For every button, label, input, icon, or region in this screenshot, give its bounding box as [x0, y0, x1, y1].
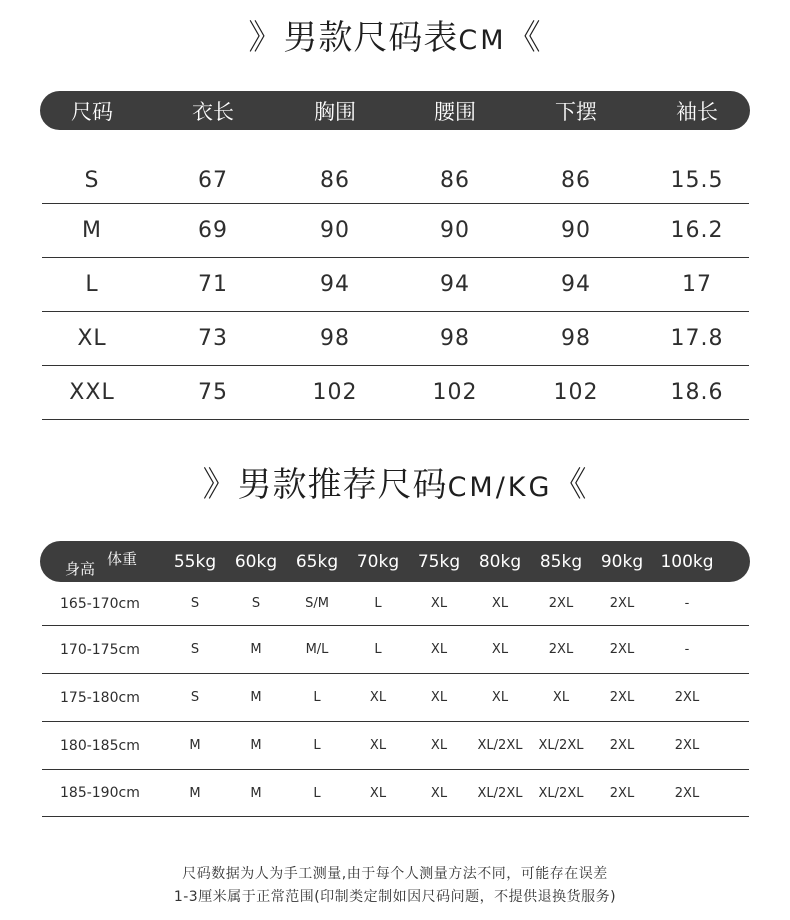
height-range-cell: 165-170cm	[60, 595, 140, 612]
recommended-size-cell: L	[313, 785, 321, 801]
title-close-mark: 《	[506, 18, 542, 58]
size-chart-title	[0, 10, 790, 59]
recommended-size-cell: 2XL	[609, 642, 635, 657]
recommended-size-cell: XL	[430, 785, 448, 801]
recommended-size-cell: XL/2XL	[538, 785, 584, 801]
recommended-size-cell: XL	[430, 596, 448, 611]
size-value-cell: 98	[561, 325, 591, 351]
recommended-size-cell: XL	[369, 738, 387, 753]
weight-axis-label: 体重	[107, 550, 138, 568]
recommend-chart-title	[0, 457, 790, 506]
size-value-cell: 102	[432, 379, 478, 405]
weight-header-cell: 75kg	[417, 551, 461, 572]
recommend-row	[42, 770, 749, 817]
recommended-size-cell: M	[250, 738, 262, 753]
recommended-size-cell: 2XL	[609, 785, 635, 801]
recommend-chart-header	[40, 541, 750, 582]
recommended-size-cell: S	[190, 596, 200, 611]
recommended-size-cell: XL	[369, 785, 387, 801]
size-value-cell: 16.2	[670, 217, 724, 243]
title-text: 男款推荐尺码	[237, 465, 448, 505]
weight-header-cell: 65kg	[295, 551, 339, 572]
size-header-cell: 衣长	[192, 99, 234, 124]
size-row	[42, 157, 749, 204]
size-row	[42, 203, 749, 258]
size-value-cell: 94	[561, 271, 591, 297]
recommended-size-cell: 2XL	[674, 738, 700, 753]
size-row	[42, 311, 749, 366]
height-range-cell: 170-175cm	[60, 641, 140, 658]
recommended-size-cell: L	[313, 690, 321, 705]
size-label-cell: M	[82, 217, 102, 243]
weight-header-cell: 100kg	[660, 551, 714, 572]
height-range-cell: 180-185cm	[60, 737, 140, 754]
size-row	[42, 365, 749, 420]
recommended-size-cell: M	[250, 690, 262, 705]
recommended-size-cell: M	[189, 738, 201, 753]
title-unit: CM/KG	[447, 472, 553, 503]
recommended-size-cell: XL	[430, 738, 448, 753]
recommended-size-cell: XL	[491, 596, 509, 611]
size-value-cell: 17.8	[670, 325, 724, 351]
size-value-cell: 73	[198, 325, 228, 351]
recommended-size-cell: XL	[430, 690, 448, 705]
title-open-mark: 》	[248, 18, 284, 58]
recommended-size-cell: S/M	[305, 596, 329, 611]
size-label-cell: L	[85, 271, 99, 297]
title-open-mark: 》	[202, 465, 238, 505]
size-value-cell: 17	[682, 271, 712, 297]
recommended-size-cell: M/L	[305, 642, 329, 657]
recommended-size-cell: XL/2XL	[477, 785, 523, 801]
recommended-size-cell: XL	[369, 690, 387, 705]
recommend-row	[42, 722, 749, 770]
recommended-size-cell: 2XL	[548, 642, 574, 657]
recommend-row	[42, 674, 749, 722]
size-value-cell: 94	[440, 271, 470, 297]
recommended-size-cell: S	[190, 690, 200, 705]
recommended-size-cell: -	[684, 642, 690, 657]
recommended-size-cell: XL	[430, 642, 448, 657]
size-header-cell: 胸围	[314, 99, 356, 124]
size-header-cell: 袖长	[676, 99, 718, 124]
recommended-size-cell: XL	[491, 642, 509, 657]
recommended-size-cell: M	[250, 642, 262, 657]
weight-header-cell: 90kg	[600, 551, 644, 572]
size-header-cell: 尺码	[71, 99, 113, 124]
size-label-cell: XXL	[69, 379, 115, 405]
recommended-size-cell: XL/2XL	[538, 738, 584, 753]
recommended-size-cell: 2XL	[609, 596, 635, 611]
size-value-cell: 86	[440, 167, 470, 193]
recommended-size-cell: S	[190, 642, 200, 657]
size-value-cell: 98	[320, 325, 350, 351]
size-value-cell: 102	[553, 379, 599, 405]
size-value-cell: 15.5	[670, 167, 724, 193]
size-value-cell: 75	[198, 379, 228, 405]
height-axis-label: 身高	[65, 560, 96, 578]
recommended-size-cell: XL	[491, 690, 509, 705]
size-header-cell: 下摆	[555, 99, 597, 124]
size-value-cell: 90	[440, 217, 470, 243]
recommended-size-cell: 2XL	[609, 738, 635, 753]
size-value-cell: 102	[312, 379, 358, 405]
size-value-cell: 71	[198, 271, 228, 297]
title-close-mark: 《	[552, 465, 588, 505]
size-value-cell: 90	[320, 217, 350, 243]
weight-header-cell: 80kg	[478, 551, 522, 572]
recommended-size-cell: L	[374, 596, 382, 611]
recommend-row	[42, 582, 749, 626]
recommended-size-cell: XL	[552, 690, 570, 705]
size-label-cell: S	[84, 167, 100, 193]
title-text: 男款尺码表	[283, 18, 459, 58]
recommended-size-cell: 2XL	[674, 690, 700, 705]
size-value-cell: 69	[198, 217, 228, 243]
title-unit: CM	[458, 25, 507, 56]
corner-header-cell	[54, 541, 164, 582]
recommended-size-cell: L	[374, 642, 382, 657]
weight-header-cell: 60kg	[234, 551, 278, 572]
recommended-size-cell: M	[189, 785, 201, 801]
recommended-size-cell: 2XL	[548, 596, 574, 611]
size-value-cell: 67	[198, 167, 228, 193]
recommend-row	[42, 626, 749, 674]
size-value-cell: 94	[320, 271, 350, 297]
height-range-cell: 185-190cm	[60, 785, 140, 801]
recommended-size-cell: L	[313, 738, 321, 753]
size-value-cell: 98	[440, 325, 470, 351]
footnote-line-2: 1-3厘米属于正常范围(印制类定制如因尺码问题，不提供退换货服务)	[173, 889, 617, 905]
recommended-size-cell: XL/2XL	[477, 738, 523, 753]
size-header-cell: 腰围	[434, 99, 476, 124]
weight-header-cell: 55kg	[173, 551, 217, 572]
size-value-cell: 90	[561, 217, 591, 243]
height-range-cell: 175-180cm	[60, 689, 140, 706]
recommended-size-cell: S	[251, 596, 261, 611]
size-value-cell: 86	[320, 167, 350, 193]
size-row	[42, 257, 749, 312]
size-chart-header	[40, 91, 750, 130]
weight-header-cell: 85kg	[539, 551, 583, 572]
footnote-line-1: 尺码数据为人为手工测量,由于每个人测量方法不同，可能存在误差	[182, 866, 608, 882]
size-label-cell: XL	[77, 325, 107, 351]
weight-header-cell: 70kg	[356, 551, 400, 572]
recommended-size-cell: M	[250, 785, 262, 801]
size-value-cell: 86	[561, 167, 591, 193]
recommended-size-cell: -	[684, 596, 690, 611]
recommended-size-cell: 2XL	[674, 785, 700, 801]
recommended-size-cell: 2XL	[609, 690, 635, 705]
size-value-cell: 18.6	[670, 379, 724, 405]
